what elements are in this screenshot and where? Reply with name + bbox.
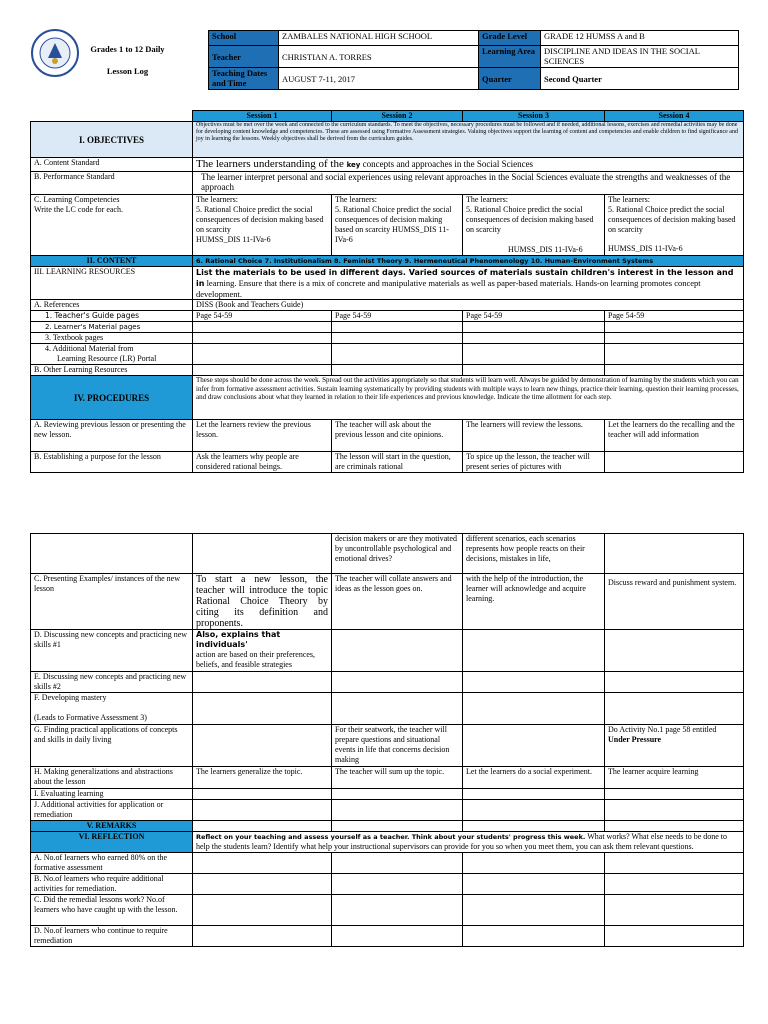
dates-label: Teaching Dates and Time (209, 68, 279, 90)
proc-g-label: G. Finding practical applications of concepts and skills in daily living (31, 725, 193, 767)
performance-standard-label: B. Performance Standard (31, 172, 193, 195)
objectives-heading: I. OBJECTIVES (31, 122, 193, 158)
grade-value: GRADE 12 HUMSS A and B (541, 31, 739, 46)
resources-intro: List the materials to be used in different days. Varied sources of materials sustain children's interest in the lesson and in learning. Ensure that there is a mix of concrete and manipulative materials as well as paper-based materials. Hands-on learning promotes concept development. (193, 267, 744, 300)
reflection-intro: Reflect on your teaching and assess yourself as a teacher. Think about your students' progress this week. What works? What else needs to be done to help the students learn? Identify what help your instructional supervisors can provide for you so when you meet them, you can ask them relevant questions. (193, 832, 744, 853)
references-value: DISS (Book and Teachers Guide) (193, 300, 744, 311)
proc-b-3: To spice up the lesson, the teacher will present series of pictures with (463, 452, 605, 473)
competencies-label: C. Learning Competencies Write the LC code for each. (31, 195, 193, 256)
proc-b-cont-1 (193, 534, 332, 574)
lesson-table-page2 (30, 533, 744, 947)
quarter-label: Quarter (479, 68, 541, 90)
proc-a-label: A. Reviewing previous lesson or presenting the new lesson. (31, 420, 193, 452)
deped-seal-icon (30, 28, 80, 78)
proc-h-4: The learner acquire learning (605, 767, 744, 789)
proc-g-2: For their seatwork, the teacher will prepare questions and situational events in life that concerns decision making (332, 725, 463, 767)
session-2-header: Session 2 (332, 111, 463, 122)
content-standard: The learners understanding of the key concepts and approaches in the Social Sciences (193, 158, 744, 172)
reflection-b-label: B. No.of learners who require additional activities for remediation. (31, 874, 193, 895)
objectives-intro: Objectives must be met over the week and connected to the curriculum standards. To meet the objectives, necessary procedures must be followed and if needed, additional lessons, exercises and remedial activities may be done for developing content knowledge and competencies. These are assessed using Formative Assessment strategies. Valuing objectives support the learning of content and competencies and enable children to find significance and joy in learning the lessons. Weekly objectives shall be derived from the curriculum guides. (193, 122, 744, 158)
proc-b-cont-2: decision makers or are they motivated by uncontrollable psychological and emotional drives? (332, 534, 463, 574)
proc-b-2: The lesson will start in the question, are criminals rational (332, 452, 463, 473)
dates-value: AUGUST 7-11, 2017 (279, 68, 479, 90)
reflection-d-label: D. No.of learners who continue to require remediation (31, 926, 193, 947)
proc-e-label: E. Discussing new concepts and practicing new skills #2 (31, 672, 193, 693)
proc-h-2: The teacher will sum up the topic. (332, 767, 463, 789)
proc-g-4: Do Activity No.1 page 58 entitled Under Pressure (605, 725, 744, 767)
reflection-c-label: C. Did the remedial lessons work? No.of learners who have caught up with the lesson. (31, 895, 193, 926)
content-standard-label: A. Content Standard (31, 158, 193, 172)
proc-a-3: The learners will review the lessons. (463, 420, 605, 452)
proc-a-1: Let the learners review the previous lesson. (193, 420, 332, 452)
proc-c-2: The teacher will collate answers and ideas as the lesson goes on. (332, 574, 463, 630)
reflection-heading: VI. REFLECTION (31, 832, 193, 853)
proc-f-label: F. Developing mastery (Leads to Formative Assessment 3) (31, 693, 193, 725)
proc-j-label: J. Additional activities for application or remediation (31, 800, 193, 821)
tg-session-1: Page 54-59 (193, 311, 332, 322)
tg-session-2: Page 54-59 (332, 311, 463, 322)
procedures-heading: IV. PROCEDURES (31, 376, 193, 420)
content-heading: II. CONTENT (31, 256, 193, 267)
lesson-table-page1 (30, 110, 744, 473)
quarter-value: Second Quarter (541, 68, 739, 90)
proc-b-1: Ask the learners why people are considered rational beings. (193, 452, 332, 473)
area-label: Learning Area (479, 46, 541, 68)
school-label: School (209, 31, 279, 46)
tg-session-4: Page 54-59 (605, 311, 744, 322)
resources-heading: III. LEARNING RESOURCES (31, 267, 193, 300)
proc-d-1: Also, explains that individuals' action are based on their preferences, beliefs, and feasible strategies (193, 630, 332, 672)
session-1-header: Session 1 (193, 111, 332, 122)
textbook-label: 3. Textbook pages (31, 333, 193, 344)
session-4-header: Session 4 (605, 111, 744, 122)
teacher-value: CHRISTIAN A. TORRES (279, 46, 479, 68)
competency-4: The learners: 5. Rational Choice predict the social consequences of decision making based on scarcity HUMSS_DIS 11-IVa-6 (605, 195, 744, 256)
remarks-heading: V. REMARKS (31, 821, 193, 832)
proc-h-3: Let the learners do a social experiment. (463, 767, 605, 789)
proc-b-4 (605, 452, 744, 473)
session-3-header: Session 3 (463, 111, 605, 122)
proc-b-label: B. Establishing a purpose for the lesson (31, 452, 193, 473)
additional-material-label: 4. Additional Material from Learning Resource (LR) Portal (31, 344, 193, 365)
school-value: ZAMBALES NATIONAL HIGH SCHOOL (279, 31, 479, 46)
proc-h-label: H. Making generalizations and abstractions about the lesson (31, 767, 193, 789)
proc-i-label: I. Evaluating learning (31, 789, 193, 800)
content-topics: 6. Rational Choice 7. Institutionalism 8. Feminist Theory 9. Hermeneutical Phenomenology 10. Human-Environment Systems (193, 256, 744, 267)
proc-c-1: To start a new lesson, the teacher will introduce the topic Rational Choice Theory by citing its definition and proponents. (193, 574, 332, 630)
proc-a-2: The teacher will ask about the previous lesson and cite opinions. (332, 420, 463, 452)
proc-b-cont-3: different scenarios, each scenarios represents how people reacts on their decisions, mistakes in life, (463, 534, 605, 574)
other-resources-label: B. Other Learning Resources (31, 365, 193, 376)
proc-d-label: D. Discussing new concepts and practicing new skills #1 (31, 630, 193, 672)
teacher-label: Teacher (209, 46, 279, 68)
learners-material-label: 2. Learner's Material pages (31, 322, 193, 333)
grade-label: Grade Level (479, 31, 541, 46)
competency-3: The learners: 5. Rational Choice predict the social consequences of decision making based on scarcity HUMSS_DIS 11-IVa-6 (463, 195, 605, 256)
teachers-guide-label: 1. Teacher's Guide pages (31, 311, 193, 322)
proc-b-cont-4 (605, 534, 744, 574)
references-label: A. References (31, 300, 193, 311)
area-value: DISCIPLINE AND IDEAS IN THE SOCIAL SCIENCES (541, 46, 739, 68)
proc-c-3: with the help of the introduction, the learner will acknowledge and acquire learning. (463, 574, 605, 630)
tg-session-3: Page 54-59 (463, 311, 605, 322)
header-table (208, 30, 739, 90)
reflection-a-label: A. No.of learners who earned 80% on the formative assessment (31, 853, 193, 874)
proc-a-4: Let the learners do the recalling and the teacher will add information (605, 420, 744, 452)
competency-1: The learners: 5. Rational Choice predict the social consequences of decision making based on scarcity HUMSS_DIS 11-IVa-6 (193, 195, 332, 256)
proc-c-4: Discuss reward and punishment system. (605, 574, 744, 630)
proc-h-1: The learners generalize the topic. (193, 767, 332, 789)
log-title: Grades 1 to 12 Daily (90, 44, 165, 54)
competency-2: The learners: 5. Rational Choice predict the social consequences of decision making based on scarcity HUMSS_DIS 11-IVa-6 (332, 195, 463, 256)
procedures-intro: These steps should be done across the week. Spread out the activities appropriately so that students will learn well. Always be guided by demonstration of learning by the students which you can infer from formative assessment activities. Sustain learning systematically by providing students with multiple ways to learn new things, practice their learning, question their learning processes, and draw conclusions about what they learned in relation to their life experiences and previous knowledge. Indicate the time allotment for each step. (193, 376, 744, 420)
performance-standard: The learner interpret personal and social experiences using relevant approaches in the Social Sciences evaluate the strengths and weaknesses of the approach (193, 172, 744, 195)
log-subtitle: Lesson Log (106, 66, 149, 76)
proc-c-label: C. Presenting Examples/ instances of the new lesson (31, 574, 193, 630)
